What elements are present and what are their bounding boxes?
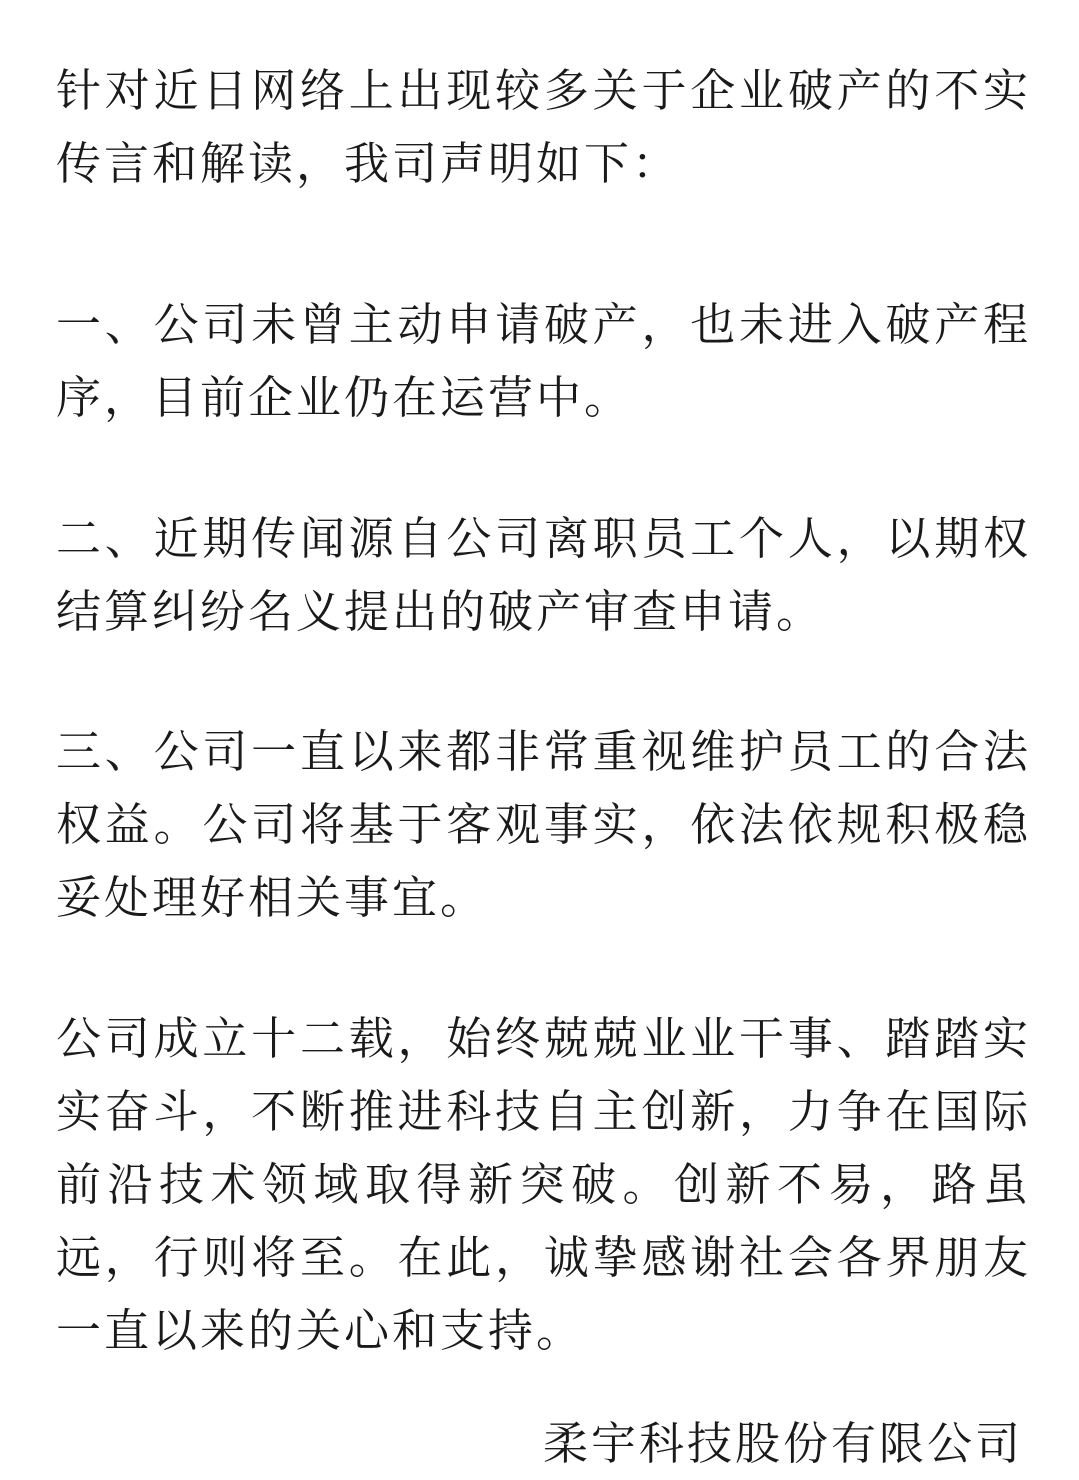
intro-paragraph: 针对近日网络上出现较多关于企业破产的不实传言和解读，我司声明如下： xyxy=(56,64,1031,190)
closing-paragraph: 公司成立十二载，始终兢兢业业干事、踏踏实实奋斗，不断推进科技自主创新，力争在国际前沿技术领域取得新突破。创新不易，路虽远，行则将至。在此，诚挚感谢社会各界朋友一直以来的关心和支持。 xyxy=(56,1012,1031,1357)
statement-document xyxy=(56,54,1031,1367)
point-one-paragraph: 一、公司未曾主动申请破产，也未进入破产程序，目前企业仍在运营中。 xyxy=(56,298,1031,424)
point-three-paragraph: 三、公司一直以来都非常重视维护员工的合法权益。公司将基于客观事实，依法依规积极稳妥处理好相关事宜。 xyxy=(56,725,1031,924)
point-two-paragraph: 二、近期传闻源自公司离职员工个人，以期权结算纠纷名义提出的破产审查申请。 xyxy=(56,512,1031,638)
company-signature: 柔宇科技股份有限公司 xyxy=(542,1417,1023,1470)
